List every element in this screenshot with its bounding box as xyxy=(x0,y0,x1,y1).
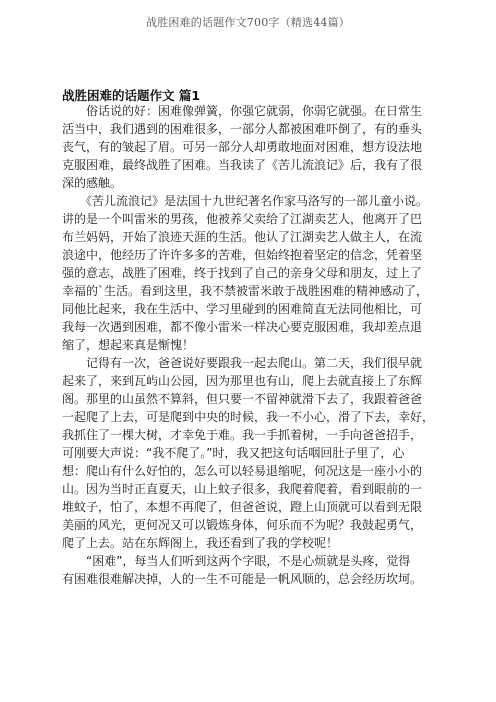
text-line: 我抓住了一棵大树，才幸免于难。我一手抓着树，一手向爸爸招手， xyxy=(62,428,423,442)
text-line: 浪途中，他经历了许许多多的苦难，但始终抱着坚定的信念，凭着坚 xyxy=(62,248,423,262)
text-line: 起来了，来到瓦屿山公园，因为那里也有山，爬上去就直接上了东辉 xyxy=(62,374,423,388)
text-line: 有困难很难解决掉，人的一生不可能是一帆风顺的，总会经历坎坷。 xyxy=(62,572,423,586)
paragraph xyxy=(62,552,434,588)
text-line: 爬了上去。站在东辉阁上，我还看到了我的学校呢！ xyxy=(62,536,339,550)
text-line: 同他比起来，我在生活中、学习里碰到的困难简直无法同他相比，可 xyxy=(62,302,423,316)
text-line: 深的感触。 xyxy=(62,176,123,190)
text-line: 可刚要大声说：“我不爬了。”时，我又把这句话咽回肚子里了，心 xyxy=(62,446,405,460)
text-line: 缩了，想起来真是惭愧！ xyxy=(62,338,195,352)
text-line: “困难”，每当人们听到这两个字眼，不是心烦就是头疼，觉得 xyxy=(62,554,411,568)
text-line: 克服困难，最终战胜了困难。当我读了《苦儿流浪记》后，我有了很 xyxy=(62,158,423,172)
text-line: 《苦儿流浪记》是法国十九世纪著名作家马洛写的一部儿童小说。 xyxy=(62,194,429,208)
text-line: 讲的是一个叫雷米的男孩，他被养父卖给了江湖卖艺人，他离开了巴 xyxy=(62,212,423,226)
text-line: 布兰妈妈，开始了浪迹天涯的生活。他认了江湖卖艺人做主人，在流 xyxy=(62,230,423,244)
paragraph xyxy=(62,354,434,552)
text-line: 幸福的`生活。看到这里，我不禁被雷米敢于战胜困难的精神感动了， xyxy=(62,284,429,298)
text-line: 美丽的风光，更何况又可以锻炼身体，何乐而不为呢？我鼓起勇气， xyxy=(62,518,423,532)
document-title: 战胜困难的话题作文700字（精选44篇） xyxy=(146,16,350,29)
text-line: 活当中，我们遇到的困难很多，一部分人都被困难吓倒了，有的垂头 xyxy=(62,122,423,136)
text-line: 山。因为当时正直夏天，山上蚊子很多，我爬着爬着，看到眼前的一 xyxy=(62,482,423,496)
text-line: 阁。那里的山虽然不算斜，但只要一不留神就滑下去了，我跟着爸爸 xyxy=(62,392,423,406)
paragraph xyxy=(62,192,434,354)
text-line: 丧气，有的皱起了眉。可另一部分人却勇敢地面对困难，想方设法地 xyxy=(62,140,423,154)
text-line: 堆蚊子，怕了，本想不再爬了，但爸爸说，蹬上山顶就可以看到无限 xyxy=(62,500,423,514)
text-line: 想：爬山有什么好怕的，怎么可以轻易退缩呢，何况这是一座小小的 xyxy=(62,464,423,478)
paragraph xyxy=(62,102,434,192)
text-line: 我每一次遇到困难，都不像小雷米一样决心要克服困难，我却差点退 xyxy=(62,320,423,334)
text-line: 一起爬了上去，可是爬到中央的时候，我一不小心，滑了下去，幸好， xyxy=(62,410,434,424)
section-heading: 战胜困难的话题作文 篇1 xyxy=(62,88,201,103)
text-line: 强的意志，战胜了困难，终于找到了自己的亲身父母和朋友，过上了 xyxy=(62,266,423,280)
text-line: 俗话说的好：困难像弹簧，你强它就弱，你弱它就强。在日常生 xyxy=(62,104,423,118)
document-body xyxy=(62,102,434,588)
text-line: 记得有一次，爸爸说好要跟我一起去爬山。第二天，我们很早就 xyxy=(62,356,423,370)
